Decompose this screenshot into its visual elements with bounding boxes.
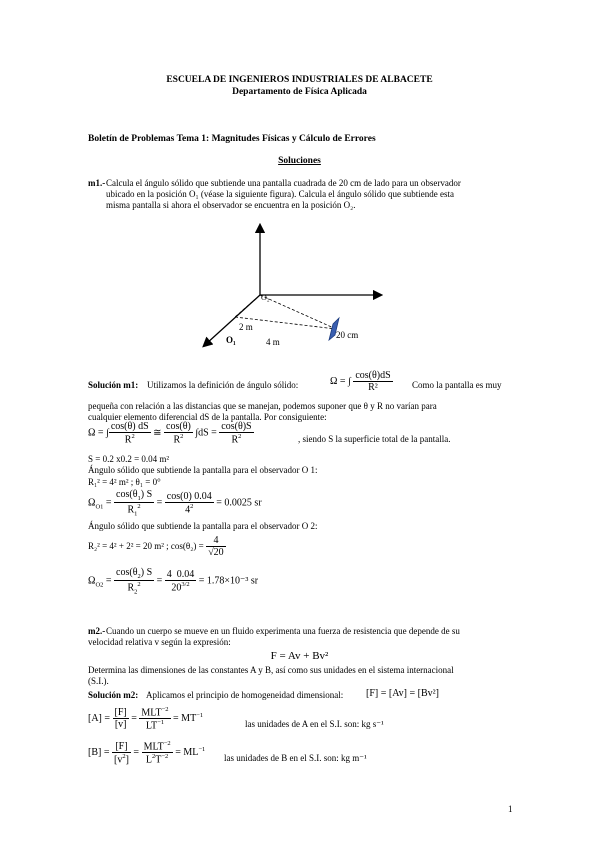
line-o2-screen [260, 295, 336, 329]
dimension-a-equation: [A] = $\frac{[F]}{[v]}$ = $\frac{MLT^{-2}}{LT^{-1}}$ = $MT^{-1}$ [88, 706, 204, 732]
integral-approximation: Ω = ∫ $\frac{\cos(\theta) dS}{R^2}$ ≅ $\frac{\cos(\theta)}{R^2}$ ∫dS = $\frac{\cos(\theta)S}{R^2}$ [88, 421, 252, 446]
o2-values-row: R₂² = 4² + 2² = 20 m² ; cos(θ₂) = $\frac{4}{√20}$ [88, 535, 224, 558]
page-number: 1 [508, 804, 513, 814]
drag-force-expression: F = Av + Bv² [270, 650, 329, 662]
homogeneity-equation: [F] = [Av] = [Bv²] [366, 688, 439, 699]
solutions-heading: Soluciones [278, 156, 321, 166]
m1-line-2: ubicado en la posición O₁ (véase la siguiente figura). Calcula el ángulo sólido que subtiende esta [106, 189, 455, 199]
department-name: Departamento de Física Aplicada [232, 87, 367, 97]
m2-line-2: velocidad relativa v según la expresión: [88, 637, 231, 647]
sol-m2-label: Solución m2: [88, 690, 139, 700]
sol-m2-intro: Aplicamos el principio de homogeneidad dimensional: [146, 690, 344, 700]
o1-result-equation: $\Omega_{O1}$ = $\frac{\cos(\theta_1) S}{R_1^2}$ = $\frac{\cos(0) 0.04}{4^2}$ = 0.0025 sr [88, 489, 262, 518]
label-4m: 4 m [266, 337, 280, 347]
o1-heading: Ángulo sólido que subtiende la pantalla para el observador O 1: [88, 465, 318, 475]
definition-numerator: cos(θ)dS [355, 370, 391, 381]
o1-values: R₁² = 4² m² ; θ₁ = 0° [88, 477, 161, 487]
sol-m1-intro: Utilizamos la definición de ángulo sólido: [147, 380, 299, 390]
a-units: las unidades de A en el S.I. son: kg s⁻¹ [245, 719, 384, 729]
geometry-figure [190, 220, 390, 350]
label-2m: 2 m [239, 322, 253, 332]
m2-line-1: Cuando un cuerpo se mueve en un fluido experimenta una fuerza de resistencia que depende de su [106, 626, 460, 636]
dimension-b-equation: [B] = $\frac{[F]}{[v^2]}$ = $\frac{MLT^{-2}}{L^2T^{-2}}$ = $ML^{-1}$ [88, 740, 206, 766]
m2-label: m2.- [88, 626, 106, 636]
o2-values: R₂² = 4² + 2² = 20 m² ; cos(θ₂) = [88, 540, 204, 551]
surface-value: S = 0.2 x0.2 = 0.04 m² [88, 454, 170, 464]
b-units: las unidades de B en el S.I. son: kg m⁻¹ [224, 753, 367, 763]
o2-result: = 1.78×10⁻³ sr [198, 575, 259, 587]
label-20cm: 20 cm [336, 330, 359, 340]
m1-line-1: Calcula el ángulo sólido que subtiende una pantalla cuadrada de 20 cm de lado para un observador [106, 178, 461, 188]
o2-result-equation: $\Omega_{O2}$ = $\frac{\cos(\theta_2) S}{R_2^2}$ = $\frac{4 0.04}{20^{3/2}}$ = 1.78×10⁻³ sr [88, 567, 259, 596]
solid-angle-definition [330, 370, 393, 393]
definition-lhs: Ω = ∫ [330, 375, 351, 387]
m1-label: m1.- [88, 178, 106, 188]
m2-line-3: Determina las dimensiones de las constantes A y B, así como sus unidades en el sistema internacional [88, 665, 454, 675]
definition-denominator: R² [368, 382, 378, 393]
sol-m1-label: Solución m1: [88, 380, 139, 390]
sol-m1-after-def: Como la pantalla es muy [412, 380, 502, 390]
sol-m1-line-3: cualquier elemento diferencial dS de la pantalla. Por consiguiente: [88, 412, 327, 422]
m1-line-3: misma pantalla si ahora el observador se encuentra en la posición O₂. [106, 200, 356, 210]
o2-heading: Ángulo sólido que subtiende la pantalla para el observador O 2: [88, 521, 318, 531]
bulletin-title: Boletín de Problemas Tema 1: Magnitudes Físicas y Cálculo de Errores [88, 134, 376, 144]
sol-m1-line-2: pequeña con relación a las distancias que se manejan, podemos suponer que θ y R no varían para [88, 401, 437, 411]
o1-result: = 0.0025 sr [216, 497, 262, 509]
o2-label: O₂ [261, 293, 270, 302]
school-name: ESCUELA DE INGENIEROS INDUSTRIALES DE ALBACETE [166, 75, 433, 85]
m2-line-4: (S.I.). [88, 676, 109, 686]
o1-label: O₁ [226, 335, 236, 345]
sol-m1-eq-note: , siendo S la superficie total de la pantalla. [298, 434, 451, 444]
